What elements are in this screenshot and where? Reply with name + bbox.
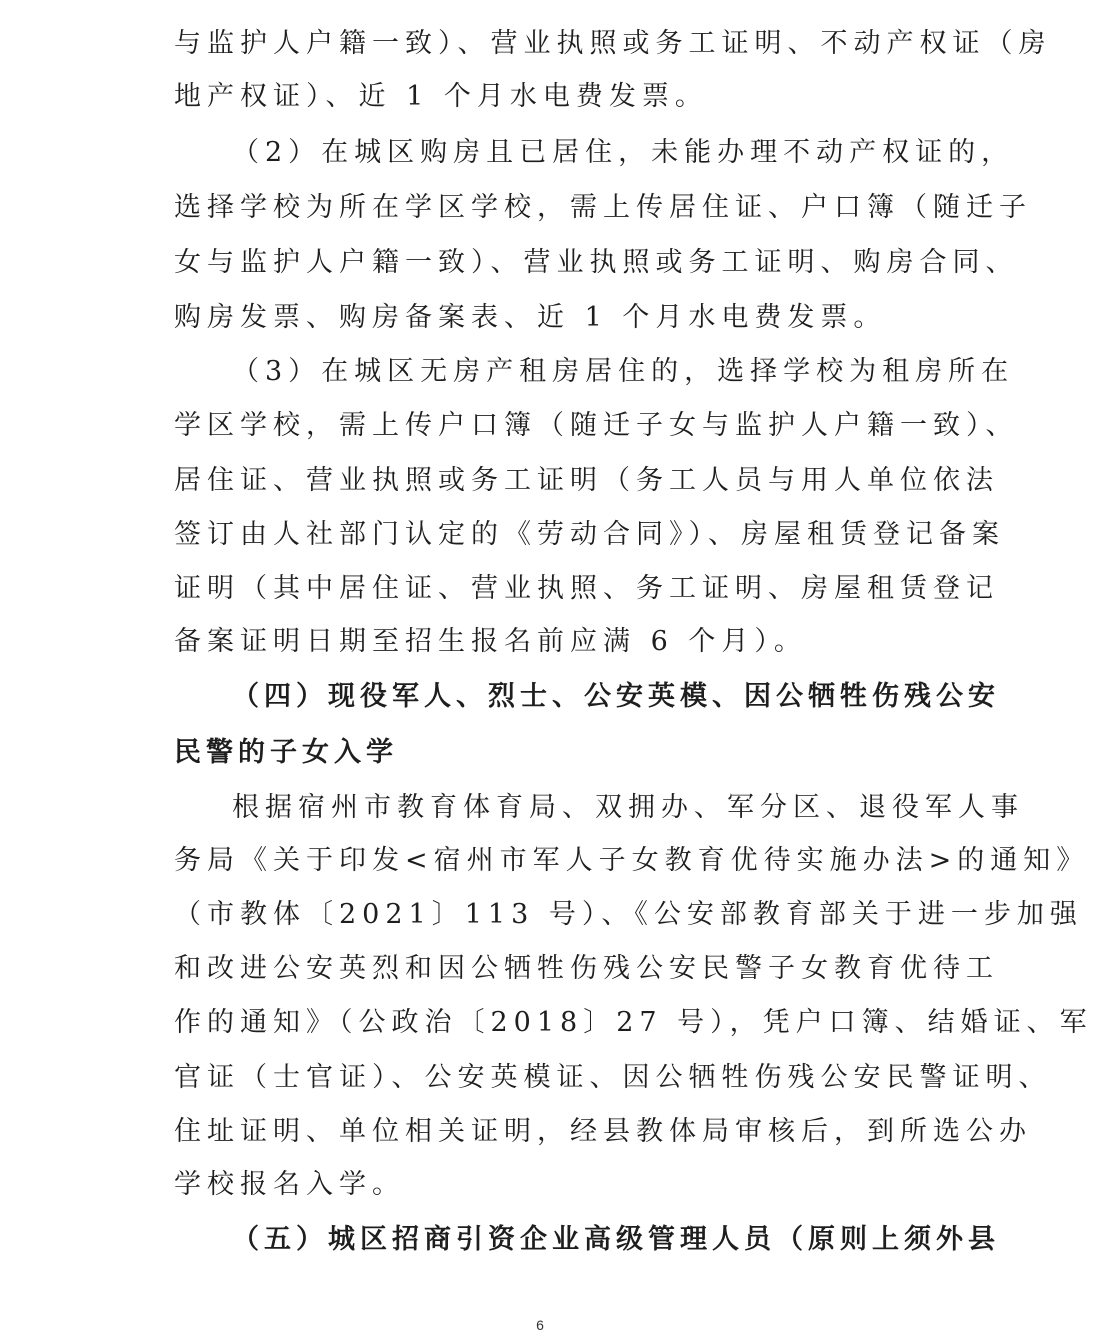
text-line: 证明（其中居住证、营业执照、务工证明、房屋租赁登记 — [174, 573, 999, 604]
text-line: 备案证明日期至招生报名前应满 6 个月）。 — [174, 626, 807, 657]
text-line: 女与监护人户籍一致）、营业执照或务工证明、购房合同、 — [174, 247, 1019, 278]
text-line: 学区学校，需上传户口簿（随迁子女与监护人户籍一致）、 — [174, 410, 1019, 441]
text-line: （2）在城区购房且已居住，未能办理不动产权证的， — [232, 137, 1015, 168]
section-heading: （四）现役军人、烈士、公安英模、因公牺牲伤残公安 — [232, 681, 1000, 712]
text-line: （市教体〔2021〕113 号）、《公安部教育部关于进一步加强 — [174, 899, 1083, 930]
text-line: 根据宿州市教育体育局、双拥办、军分区、退役军人事 — [232, 792, 1024, 823]
text-line: 签订由人社部门认定的《劳动合同》）、房屋租赁登记备案 — [174, 519, 1005, 550]
text-line: （3）在城区无房产租房居住的，选择学校为租房所在 — [232, 356, 1015, 387]
text-line: 居住证、营业执照或务工证明（务工人员与用人单位依法 — [174, 465, 999, 496]
text-line: 和改进公安英烈和因公牺牲伤残公安民警子女教育优待工 — [174, 953, 999, 984]
text-line: 购房发票、购房备案表、近 1 个月水电费发票。 — [174, 302, 887, 333]
text-line: 地产权证）、近 1 个月水电费发票。 — [174, 81, 708, 112]
text-line: 官证（士官证）、公安英模证、因公牺牲伤残公安民警证明、 — [174, 1062, 1052, 1093]
text-line: 作的通知》（公政治〔2018〕27 号），凭户口簿、结婚证、军 — [174, 1007, 1093, 1038]
text-line: 住址证明、单位相关证明，经县教体局审核后，到所选公办 — [174, 1116, 1032, 1147]
text-line: 学校报名入学。 — [174, 1169, 405, 1200]
section-heading: （五）城区招商引资企业高级管理人员（原则上须外县 — [232, 1224, 1000, 1255]
text-line: 务局《关于印发<宿州市军人子女教育优待实施办法>的通知》 — [174, 845, 1090, 876]
page-number: 6 — [536, 1317, 544, 1333]
text-line: 与监护人户籍一致）、营业执照或务工证明、不动产权证（房 — [174, 28, 1052, 59]
text-line: 选择学校为所在学区学校，需上传居住证、户口簿（随迁子 — [174, 192, 1032, 223]
section-heading: 民警的子女入学 — [174, 737, 398, 768]
